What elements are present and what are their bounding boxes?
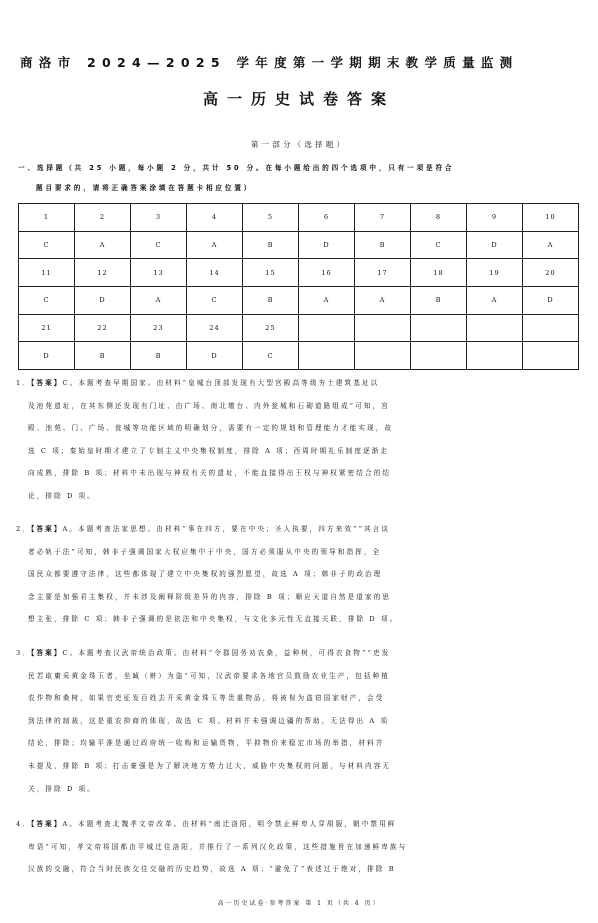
explanation-text: 及池苑遗址，在其东侧还发现有门址、由广场、南北墩台、内外瓮城和石砌道路组成”可知，宫	[28, 401, 390, 410]
table-cell: D	[75, 286, 131, 314]
table-cell: D	[299, 231, 355, 259]
table-row	[19, 231, 579, 259]
table-cell: D	[19, 342, 75, 370]
table-cell	[523, 342, 579, 370]
explanation-line	[16, 778, 580, 801]
table-cell: B	[243, 231, 299, 259]
table-cell: 24	[187, 314, 243, 342]
answer-tag: 【答案】	[31, 525, 63, 533]
table-cell: 13	[131, 259, 187, 287]
table-cell: A	[467, 286, 523, 314]
table-cell: B	[75, 342, 131, 370]
table-cell: A	[355, 286, 411, 314]
answer-tag: 【答案】	[31, 649, 63, 657]
table-cell	[411, 314, 467, 342]
table-cell: 3	[131, 204, 187, 232]
table-cell	[355, 314, 411, 342]
question-number: 1．	[16, 379, 31, 387]
table-cell	[355, 342, 411, 370]
explanation-text: 关，排除 D 项。	[28, 784, 96, 793]
table-cell: D	[467, 231, 523, 259]
table-cell: 20	[523, 259, 579, 287]
table-cell: 17	[355, 259, 411, 287]
table-cell: 16	[299, 259, 355, 287]
explanation-text: 者必轨于法”可知，韩非子强调国家大权应集中于中央，国方必须服从中央的领导和指挥，全	[28, 547, 382, 556]
table-cell: 22	[75, 314, 131, 342]
table-cell: 8	[411, 204, 467, 232]
explanation-text: 论，排除 D 项。	[28, 491, 96, 500]
explanation-line	[16, 541, 580, 564]
table-cell: 6	[299, 204, 355, 232]
table-cell	[411, 342, 467, 370]
explanation-line	[16, 755, 580, 778]
explanation-text: 农作物和桑树，如果官吏征发百姓去开采黄金珠玉等贵重物品，将被视为盗窃国家财产，会受	[28, 694, 385, 703]
table-cell	[299, 314, 355, 342]
table-cell: D	[523, 286, 579, 314]
explanation-line	[16, 732, 580, 755]
question-number: 3．	[16, 649, 31, 657]
explanation-line	[16, 485, 580, 508]
table-cell: A	[523, 231, 579, 259]
table-cell: 19	[467, 259, 523, 287]
table-cell: 2	[75, 204, 131, 232]
explanation-line	[16, 440, 580, 463]
explanation-line	[16, 836, 580, 859]
table-cell: 23	[131, 314, 187, 342]
table-row	[19, 314, 579, 342]
explanation-line	[16, 687, 580, 710]
instructions-line-1: 一、选择题（共 25 小题，每小题 2 分，共计 50 分。在每小题给出的四个选项中，只有一项是符合	[18, 164, 455, 172]
explanation-3	[16, 642, 580, 800]
table-cell: C	[131, 231, 187, 259]
explanation-line	[16, 395, 580, 418]
explanation-text: 民若取庸采黄金珠玉者，坐臧（赃）为盗”可知，汉武帝要求各地官员鼓励农业生产，包括种植	[28, 671, 390, 680]
explanation-text: 殿、池苑、门、广场、瓮城等功能区域的明确划分，需要有一定的规划和管理能力才能实现，故	[28, 424, 394, 433]
table-row	[19, 342, 579, 370]
table-cell: C	[19, 286, 75, 314]
explanation-text: 结论，排除；均输平准是通过政府统一收购和运输货物，平抑物价来稳定市场的举措，材料并	[28, 739, 385, 748]
explanation-text: A。本题考查法家思想。由材料“事在四方，要在中央；圣人执要，四方来效”“其言谈	[62, 525, 391, 533]
table-cell: 9	[467, 204, 523, 232]
answer-tag: 【答案】	[31, 820, 63, 828]
explanation-line	[16, 642, 580, 665]
page-footer: 高一历史试卷·参考答案 第 1 页（共 4 页）	[217, 900, 381, 907]
explanation-text: 未提及，排除 B 项；打击豪强是为了解决地方势力过大，威胁中央集权的问题，与材料内容无	[28, 761, 392, 770]
explanation-line	[16, 710, 580, 733]
explanation-text: C。本题考查早期国家。由材料“皇城台顶部发现有大型宫殿高等级夯土建筑基址以	[62, 379, 380, 387]
explanation-line	[16, 813, 580, 836]
explanation-line	[16, 586, 580, 609]
page-title: 高一历史试卷答案	[202, 90, 395, 108]
table-cell: B	[411, 286, 467, 314]
table-cell: 4	[187, 204, 243, 232]
table-cell: B	[243, 286, 299, 314]
table-row	[19, 286, 579, 314]
table-cell: B	[131, 342, 187, 370]
explanation-line	[16, 372, 580, 395]
explanation-line	[16, 608, 580, 631]
explanation-line	[16, 665, 580, 688]
explanation-text: 卑语”可知，孝文帝将国都由平城迁往洛阳，并推行了一系列汉化政策，这些措施旨在加速鲜卑族与	[28, 842, 408, 851]
table-cell: B	[355, 231, 411, 259]
table-cell: A	[131, 286, 187, 314]
question-number: 4．	[16, 820, 31, 828]
explanation-line	[16, 858, 580, 881]
answer-table	[18, 203, 579, 370]
explanation-2	[16, 518, 580, 631]
table-cell: 21	[19, 314, 75, 342]
table-row	[19, 259, 579, 287]
explanation-text: 到法律的制裁，这是重农抑商的体现，故选 C 项。材料并未强调边疆的帮助，无法得出 A 项	[28, 716, 390, 725]
explanation-text: A。本题考查北魏孝文帝改革。由材料“南迁洛阳，明令禁止鲜卑人穿胡服，朝中禁用鲜	[62, 820, 397, 828]
table-cell: C	[411, 231, 467, 259]
table-cell	[467, 342, 523, 370]
table-row	[19, 204, 579, 232]
table-cell: D	[187, 342, 243, 370]
table-cell: 14	[187, 259, 243, 287]
table-cell	[299, 342, 355, 370]
explanation-text: 念主要是加强君主集权，并未涉及阐释阶级差异的内容，排除 B 项；顺应天道自然是道家的思	[28, 592, 392, 601]
explanation-4	[16, 813, 580, 881]
table-cell: 18	[411, 259, 467, 287]
question-number: 2．	[16, 525, 31, 533]
explanation-text: 向成熟，排除 B 项；材料中未出现与神权有关的遗址，不能直接得出王权与神权紧密结合的结	[28, 469, 392, 478]
exam-header: 商洛市 2024—2025 学年度第一学期期末教学质量监测	[20, 55, 519, 70]
table-cell: 12	[75, 259, 131, 287]
instructions-line-2: 题目要求的，请将正确答案涂填在答题卡相应位置）	[36, 184, 254, 192]
explanation-text: 选 C 项；秦始皇时期才建立了专制主义中央集权制度，排除 A 项；西周时期礼乐制度逐渐走	[28, 446, 390, 455]
table-cell	[467, 314, 523, 342]
answer-tag: 【答案】	[31, 379, 63, 387]
table-cell: C	[243, 342, 299, 370]
table-cell: 25	[243, 314, 299, 342]
table-cell	[523, 314, 579, 342]
table-cell: 7	[355, 204, 411, 232]
explanation-text: 想主张，排除 C 项；韩非子强调的是依法和中央集权，与文化多元性无直接关联，排除 D 项。	[28, 615, 399, 624]
table-cell: A	[187, 231, 243, 259]
explanation-line	[16, 563, 580, 586]
table-cell: 5	[243, 204, 299, 232]
table-cell: 10	[523, 204, 579, 232]
explanation-text: 国民众都要遵守法律，这些都体现了建立中央集权的强烈愿望，故选 A 项；韩非子的政治理	[28, 570, 383, 579]
table-cell: 15	[243, 259, 299, 287]
section-title: 第一部分（选择题）	[250, 140, 348, 149]
explanation-text: C。本题考查汉武帝统治政策。由材料“令郡国务劝农桑，益种树，可得衣食物”“吏发	[62, 649, 391, 657]
table-cell: 1	[19, 204, 75, 232]
table-cell: A	[299, 286, 355, 314]
table-cell: 11	[19, 259, 75, 287]
explanation-1	[16, 372, 580, 508]
table-cell: C	[19, 231, 75, 259]
table-cell: C	[187, 286, 243, 314]
table-cell: A	[75, 231, 131, 259]
explanation-line	[16, 462, 580, 485]
explanation-line	[16, 417, 580, 440]
explanation-line	[16, 518, 580, 541]
explanation-text: 汉族的交融，符合当时民族交往交融的历史趋势，故选 A 项；“避免了”表述过于绝对，排除 B	[28, 865, 396, 874]
